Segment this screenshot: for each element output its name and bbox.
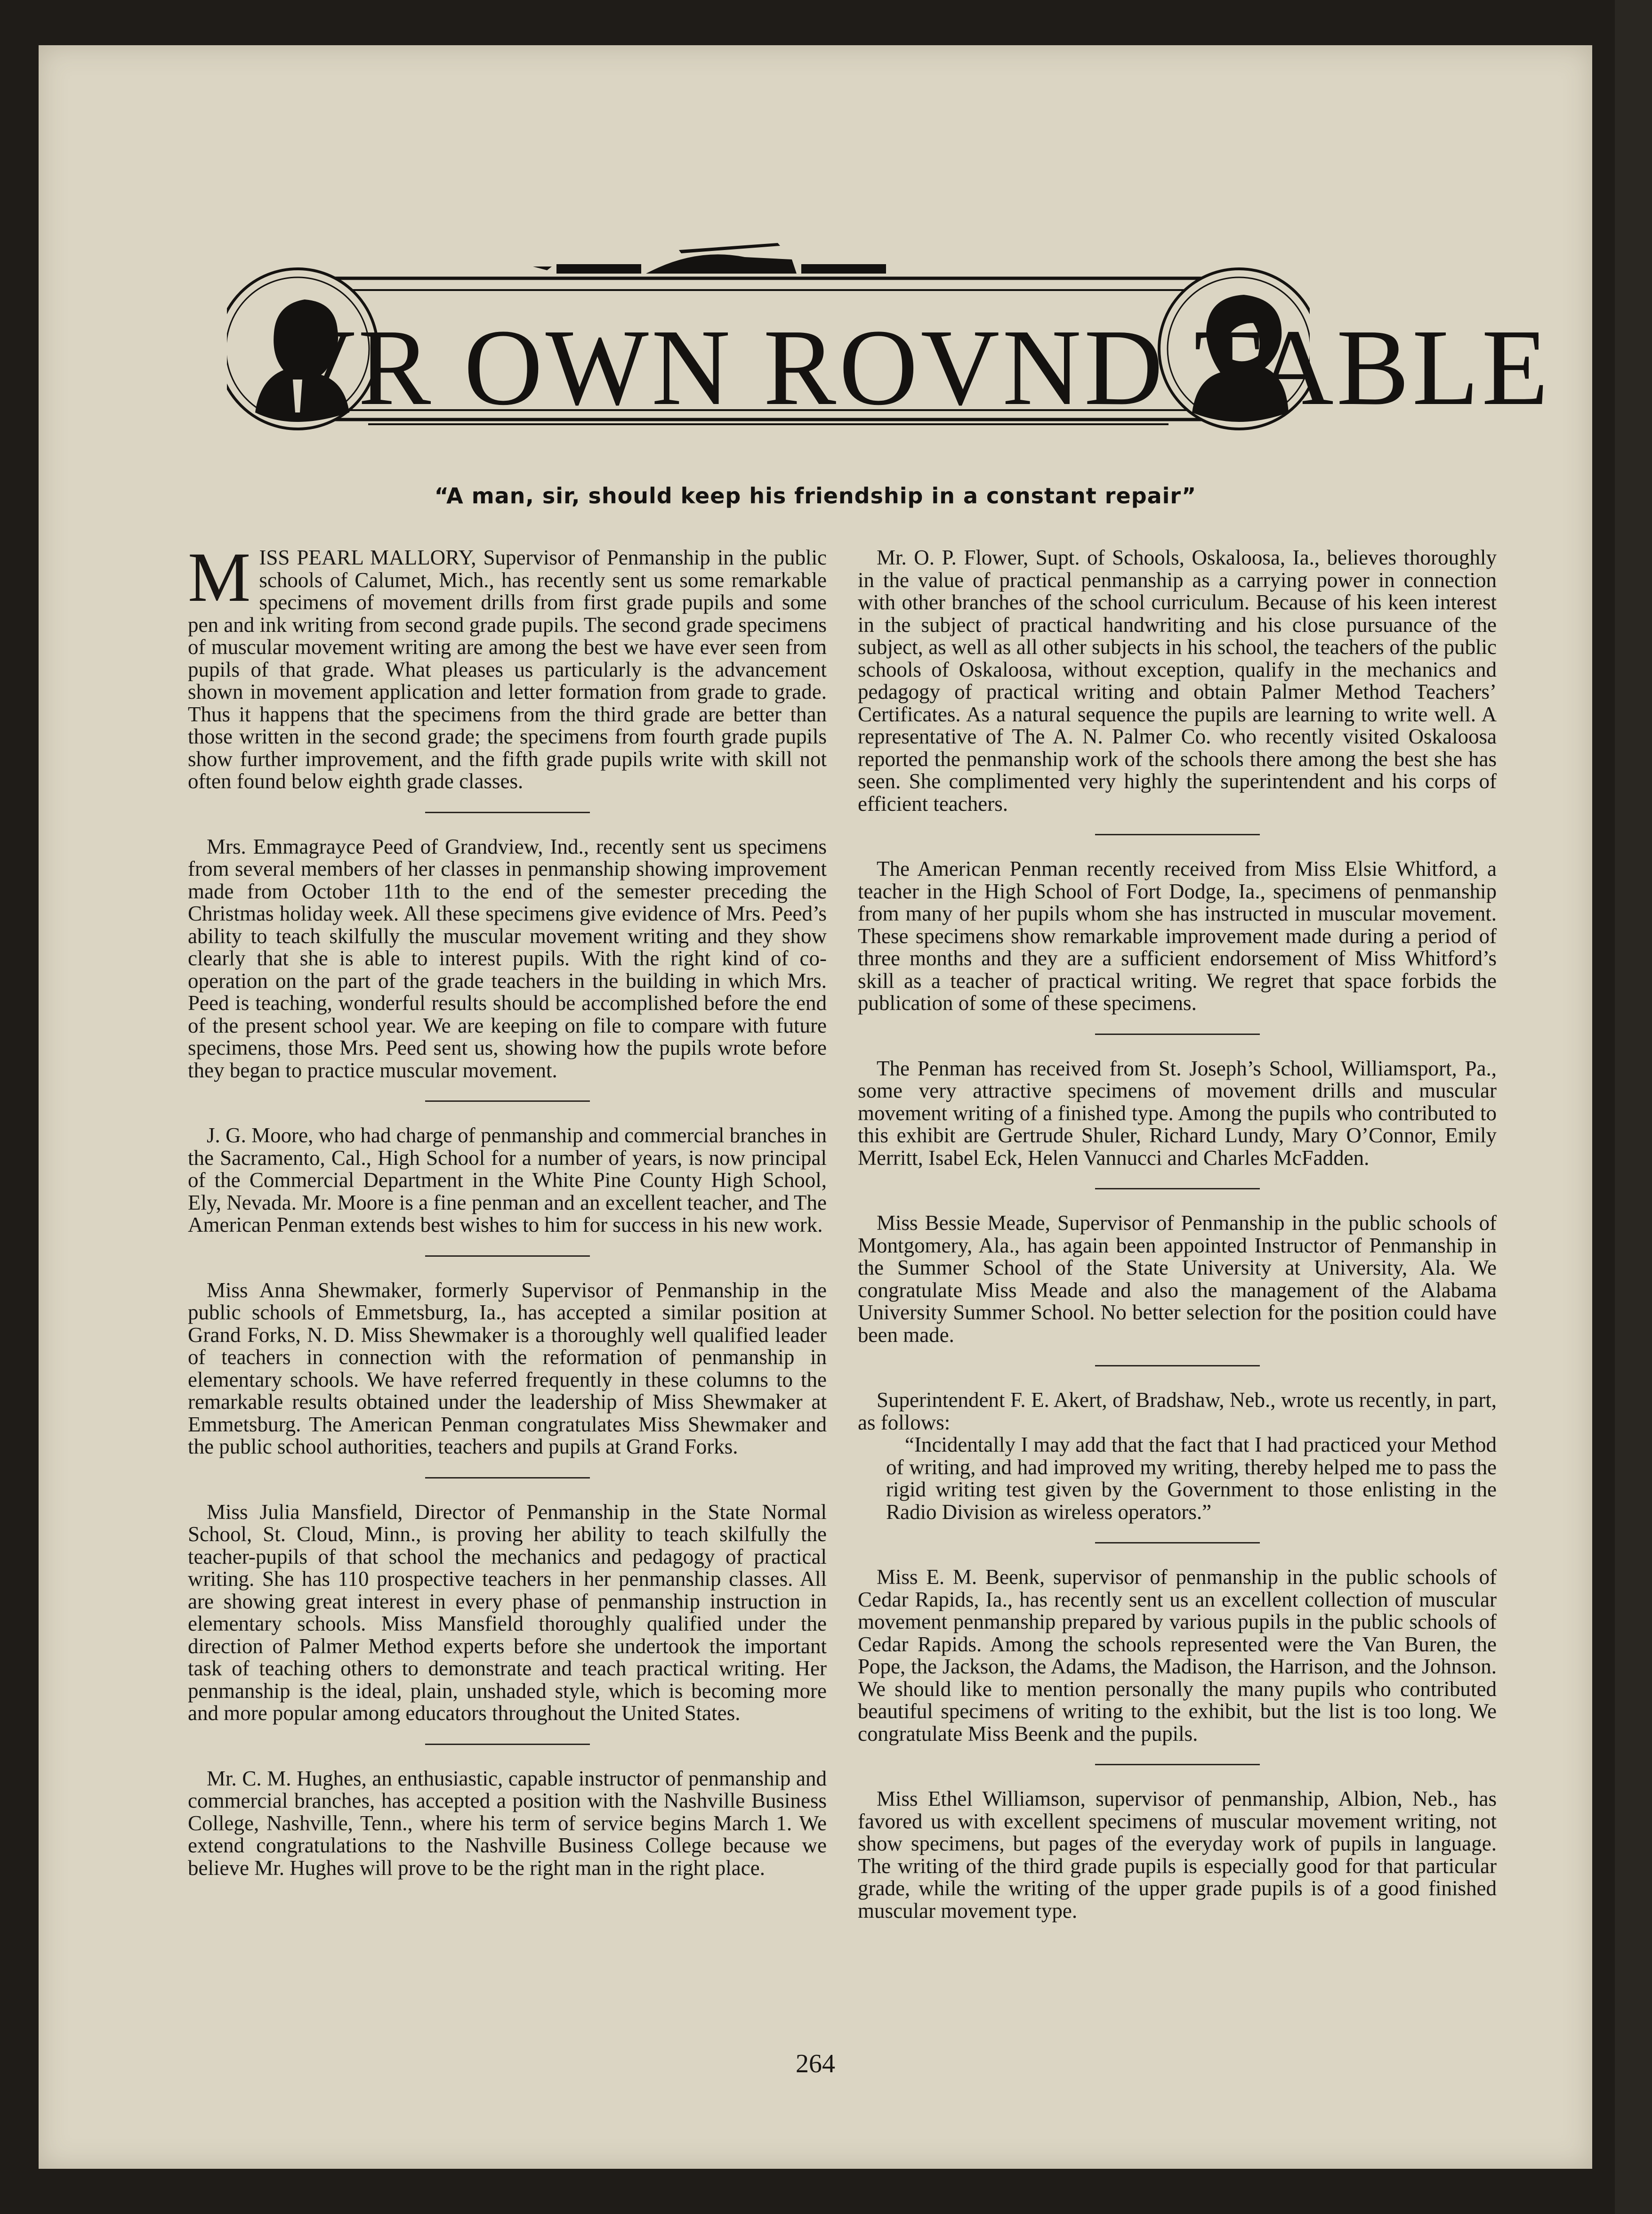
article-st-josephs: The Penman has received from St. Joseph’s School, Williamsport, Pa., some very attractive specimens of movement drills and muscular movement writing of a finished type. Among the pupils who contributed to this exhibit are Gertrude Shuler, Richard Lundy, Mary O’Connor, Emily Merritt, Isabel Eck, Helen Vannucci and Charles McFadden. (858, 1056, 1497, 1170)
article-text: ISS PEARL MALLORY, Supervisor of Penmanship in the public schools of Calumet, Mich., has recently sent us some remarkable specimens of movement drills from first grade pupils and some pen and ink writing from second grade pupils. The second grade specimens of muscular movement writing are among the best we have ever seen from pupils of that grade. What pleases us particularly is the advancement shown in movement application and letter formation from grade to grade. Thus it happens that the specimens from the third grade are better than those written in the second grade; the specimens from fourth grade pupils show further improvement, and the fifth grade pupils write with skill not often found below eighth grade classes. (188, 546, 827, 793)
divider (425, 1744, 590, 1745)
right-column (858, 547, 1497, 1922)
divider (1095, 1764, 1260, 1765)
divider (1095, 834, 1260, 835)
scan-edge-strip (1615, 0, 1652, 2214)
divider (1095, 1188, 1260, 1189)
article-flower: Mr. O. P. Flower, Supt. of Schools, Oskaloosa, Ia., believes thoroughly in the value of practical penmanship as a carrying power in connection with other branches of the school curriculum. Because of his keen interest in the subject of practical handwriting and his close pursuance of the subject, as well as all other subjects in his school, the teachers of the public schools of Oskaloosa, without exception, qualify in the mechanics and pedagogy of practical writing and obtain Palmer Method Teachers’ Certificates. As a natural sequence the pupils are learning to write well. A representative of The A. N. Palmer Co. who recently visited Oskaloosa reported the penmanship work of the schools there among the best she has seen. She complimented very highly the superintendent and his corps of efficient teachers. (858, 546, 1497, 816)
article-peed: Mrs. Emmagrayce Peed of Grandview, Ind., recently sent us specimens from several members of her classes in penmanship showing improvement made from October 11th to the end of the semester preceding the Christmas holiday week. All these specimens give evidence of Mrs. Peed’s ability to teach skilfully the muscular movement writing and they show clearly that she is able to interest pupils. With the right kind of co-operation on the part of the grade teachers in the building in which Mrs. Peed is teaching, wonderful results should be accomplished before the end of the present school year. We are keeping on file to compare with future specimens, those Mrs. Peed sent us, showing how the pupils wrote before they began to practice muscular movement. (188, 834, 827, 1082)
article-beenk: Miss E. M. Beenk, supervisor of penmanship in the public schools of Cedar Rapids, Ia., has recently sent us an excellent collection of muscular movement penmanship prepared by various pupils in the public schools of Cedar Rapids. Among the schools represented were the Van Buren, the Pope, the Jackson, the Adams, the Madison, the Harrison, and the Johnson. We should like to mention personally the many pupils who contributed beautiful specimens of writing to the exhibit, but the list is too long. We congratulate Miss Beenk and the pupils. (858, 1565, 1497, 1745)
divider (1095, 1034, 1260, 1035)
divider (425, 1477, 590, 1479)
article-williamson: Miss Ethel Williamson, supervisor of penmanship, Albion, Neb., has favored us with excellent specimens of muscular movement writing, not show specimens, but pages of the everyday work of pupils in language. The writing of the third grade pupils is especially good for that particular grade, while the writing of the upper grade pupils is of a good finished muscular movement type. (858, 1787, 1497, 1923)
divider (1095, 1542, 1260, 1543)
left-column (188, 538, 827, 1880)
divider (1095, 1365, 1260, 1366)
page-number: 264 (796, 2049, 835, 2078)
article-moore: J. G. Moore, who had charge of penmanship and commercial branches in the Sacramento, Cal., High School for a number of years, is now principal of the Commercial Department in the White Pine County High School, Ely, Nevada. Mr. Moore is a fine penman and an excellent teacher, and The American Penman extends best wishes to him for success in his new work. (188, 1123, 827, 1236)
magazine-page (39, 45, 1592, 2169)
drop-cap: M (188, 538, 251, 616)
article-mallory (188, 538, 827, 793)
divider (425, 1100, 590, 1102)
article-mansfield: Miss Julia Mansfield, Director of Penmanship in the State Normal School, St. Cloud, Minn., is proving her ability to teach skilfully the teacher-pupils of that school the mechanics and pedagogy of practical writing. She has 110 prospective teachers in her penmanship classes. All are showing great interest in every phase of penmanship instruction in elementary schools. Miss Mansfield thoroughly qualified under the direction of Palmer Method experts before she undertook the important task of teaching others to demonstrate and teach practical writing. Her penmanship is the ideal, plain, unshaded style, which is becoming more and more popular among educators throughout the United States. (188, 1500, 827, 1725)
article-meade: Miss Bessie Meade, Supervisor of Penmanship in the public schools of Montgomery, Ala., has again been appointed Instructor of Penmanship in the Summer School of the State University at University, Ala. We congratulate Miss Meade and also the management of the Alabama University Summer School. No better selection for the position could have been made. (858, 1211, 1497, 1347)
motto: “A man, sir, should keep his friendship in a constant repair” (434, 483, 1197, 509)
divider (425, 812, 590, 813)
akert-quote: “Incidentally I may add that the fact that I had practiced your Method of writing, and had improved my writing, thereby helped me to pass the rigid writing test given by the Government to those enlisting in the Radio Division as wireless operators.” (886, 1433, 1497, 1524)
page-title: VR OWN ROVND TABLE (276, 307, 1551, 428)
article-hughes: Mr. C. M. Hughes, an enthusiastic, capable instructor of penmanship and commercial branches, has accepted a position with the Nashville Business College, Nashville, Tenn., where his term of service begins March 1. We extend congratulations to the Nashville Business College because we believe Mr. Hughes will prove to be the right man in the right place. (188, 1766, 827, 1880)
article-akert: Superintendent F. E. Akert, of Bradshaw, Neb., wrote us recently, in part, as follows: (858, 1388, 1497, 1434)
article-shewmaker: Miss Anna Shewmaker, formerly Supervisor of Penmanship in the public schools of Emmetsburg, Ia., has accepted a similar position at Grand Forks, N. D. Miss Shewmaker is a thoroughly well qualified leader of teachers in connection with the reformation of penmanship in elementary schools. We have referred frequently in these columns to the remarkable results obtained under the leadership of Miss Shewmaker at Emmetsburg. The American Penman congratulates Miss Shewmaker and the public school authorities, teachers and pupils at Grand Forks. (188, 1278, 827, 1458)
article-whitford: The American Penman recently received from Miss Elsie Whitford, a teacher in the High School of Fort Dodge, Ia., specimens of penmanship from many of her pupils whom she has instructed in muscular movement. These specimens show remarkable improvement made during a period of three months and they are a sufficient endorsement of Miss Whitford’s skill as a teacher of practical writing. We regret that space forbids the publication of some of these specimens. (858, 857, 1497, 1015)
divider (425, 1255, 590, 1257)
